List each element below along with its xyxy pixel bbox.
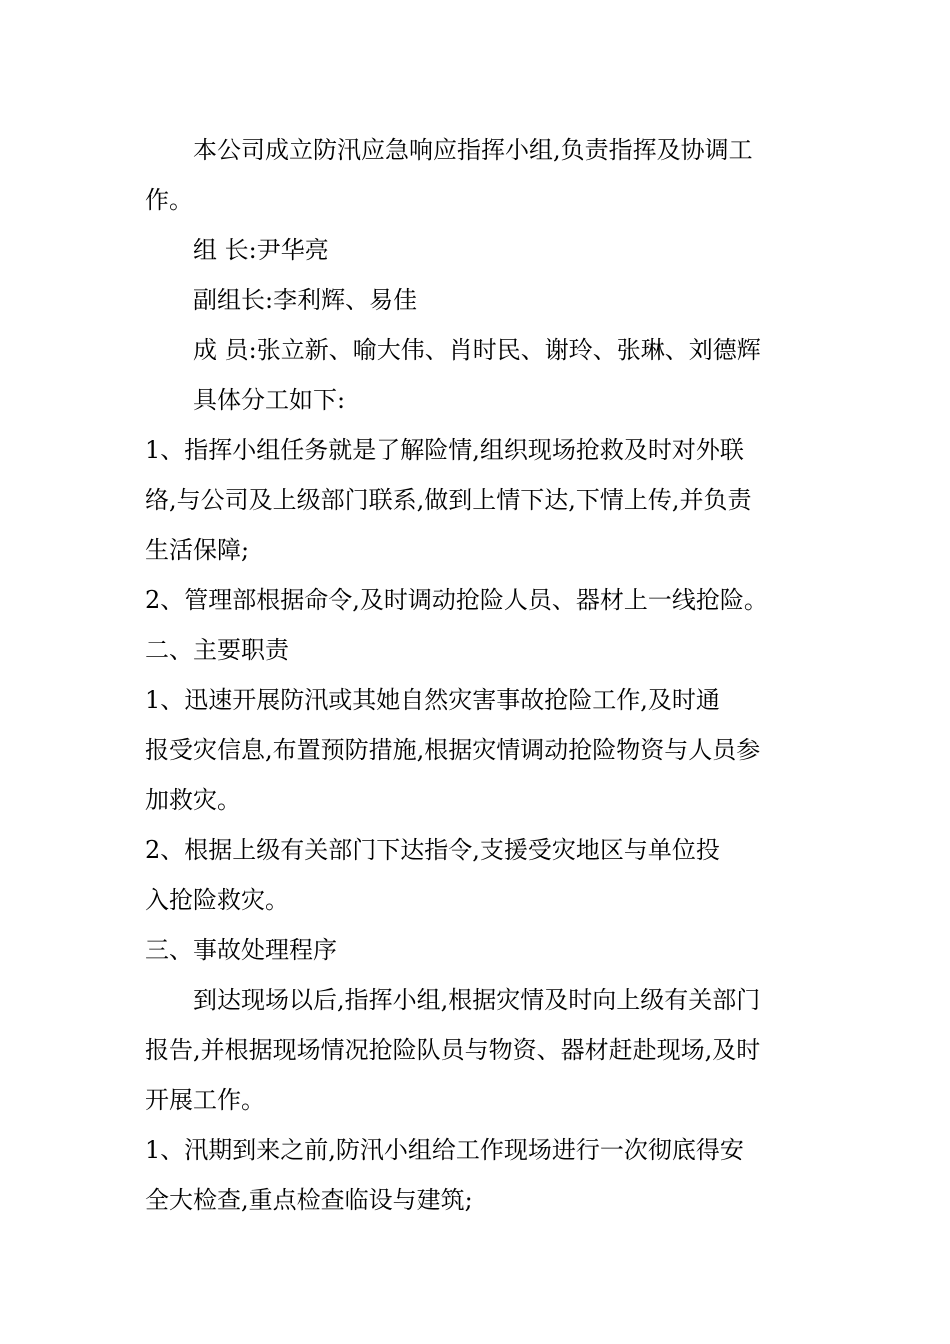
paragraph-line: 生活保障; xyxy=(145,536,250,564)
group-leader-line: 组 长:尹华亮 xyxy=(145,236,329,264)
paragraph-line: 1、迅速开展防汛或其她自然灾害事故抢险工作,及时通 xyxy=(145,686,720,714)
paragraph-line: 络,与公司及上级部门联系,做到上情下达,下情上传,并负责 xyxy=(145,486,752,514)
paragraph-line: 2、管理部根据命令,及时调动抢险人员、器材上一线抢险。 xyxy=(145,586,768,614)
paragraph-line: 报受灾信息,布置预防措施,根据灾情调动抢险物资与人员参 xyxy=(145,736,761,764)
paragraph-line: 加救灾。 xyxy=(145,786,241,814)
paragraph-line: 作。 xyxy=(145,186,193,214)
paragraph-line: 2、根据上级有关部门下达指令,支援受灾地区与单位投 xyxy=(145,836,720,864)
members-line: 成 员:张立新、喻大伟、肖时民、谢玲、张琳、刘德辉 xyxy=(145,336,761,364)
deputy-leader-line: 副组长:李利辉、易佳 xyxy=(145,286,418,314)
paragraph-line: 到达现场以后,指挥小组,根据灾情及时向上级有关部门 xyxy=(145,986,761,1014)
paragraph-line: 开展工作。 xyxy=(145,1086,265,1114)
division-intro-line: 具体分工如下: xyxy=(145,386,346,414)
paragraph-line: 报告,并根据现场情况抢险队员与物资、器材赶赴现场,及时 xyxy=(145,1036,761,1064)
section-heading: 二、主要职责 xyxy=(145,636,289,664)
section-heading: 三、事故处理程序 xyxy=(145,936,337,964)
paragraph-line: 1、指挥小组任务就是了解险情,组织现场抢救及时对外联 xyxy=(145,436,744,464)
paragraph-line: 1、汛期到来之前,防汛小组给工作现场进行一次彻底得安 xyxy=(145,1136,744,1164)
paragraph-line: 入抢险救灾。 xyxy=(145,886,289,914)
paragraph-line: 全大检查,重点检查临设与建筑; xyxy=(145,1186,473,1214)
paragraph-line: 本公司成立防汛应急响应指挥小组,负责指挥及协调工 xyxy=(145,136,753,164)
